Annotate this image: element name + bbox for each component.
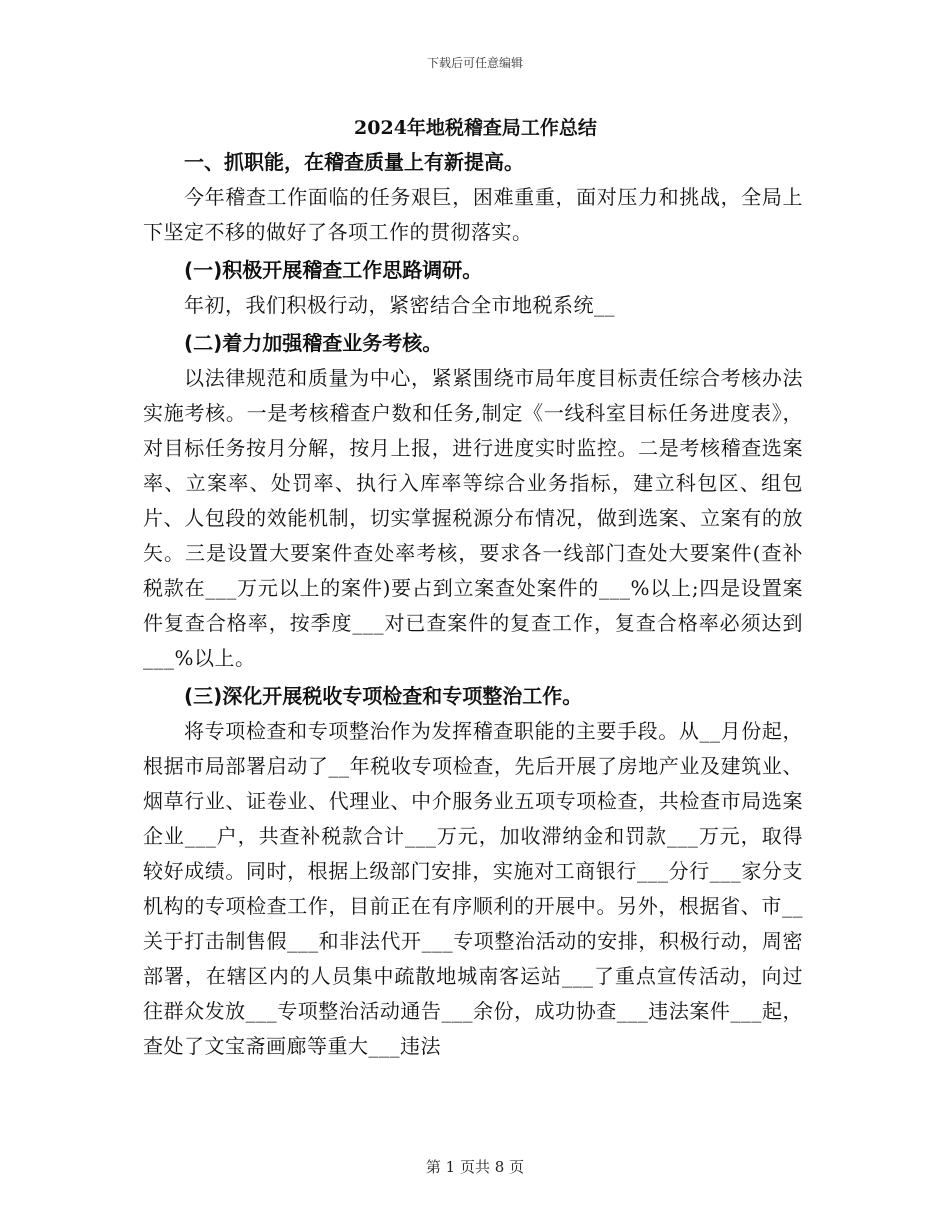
document-body xyxy=(143,112,803,1064)
subsection-heading: (一)积极开展稽查工作思路调研。 xyxy=(184,258,483,282)
subsection-heading: (二)着力加强稽查业务考核。 xyxy=(184,331,443,355)
paragraph: 将专项检查和专项整治作为发挥稽查职能的主要手段。从__月份起，根据市局部署启动了__年税收专项检查，先后开展了房地产业及建筑业、烟草行业、证卷业、代理业、中介服务业五项专项检查，共检查市局选案企业___户，共查补税款合计___万元，加收滞纳金和罚款___万元，取得较好成绩。同时，根据上级部门安排，实施对工商银行___分行___家分支机构的专项检查工作，目前正在有序顺利的开展中。另外，根据省、市__关于打击制售假___和非法代开___专项整治活动的安排，积极行动，周密部署，在辖区内的人员集中疏散地城南客运站___了重点宣传活动，向过往群众发放___专项整治活动通告___余份，成功协查___违法案件___起，查处了文宝斋画廊等重大___违法 xyxy=(143,719,803,1058)
paragraph: 年初，我们积极行动，紧密结合全市地税系统__ xyxy=(184,293,615,317)
subsection-heading: (三)深化开展税收专项检查和专项整治工作。 xyxy=(184,684,583,708)
page-number: 第 1 页共 8 页 xyxy=(425,1158,525,1176)
document-title: 2024年地税稽查局工作总结 xyxy=(354,117,597,139)
section-heading: 一、抓职能，在稽查质量上有新提高。 xyxy=(184,150,524,174)
header-note: 下载后可任意编辑 xyxy=(426,56,523,70)
paragraph: 以法律规范和质量为中心，紧紧围绕市局年度目标责任综合考核办法实施考核。一是考核稽查户数和任务,制定《一线科室目标任务进度表》，对目标任务按月分解，按月上报，进行进度实时监控。二是考核稽查选案率、立案率、处罚率、执行入库率等综合业务指标，建立科包区、组包片、人包段的效能机制，切实掌握税源分布情况，做到选案、立案有的放矢。三是设置大要案件查处率考核，要求各一线部门查处大要案件(查补税款在___万元以上的案件)要占到立案查处案件的___%以上;四是设置案件复查合格率，按季度___对已查案件的复查工作，复查合格率必须达到___%以上。 xyxy=(143,366,803,670)
paragraph: 今年稽查工作面临的任务艰巨，困难重重，面对压力和挑战，全局上下坚定不移的做好了各项工作的贯彻落实。 xyxy=(143,185,803,244)
